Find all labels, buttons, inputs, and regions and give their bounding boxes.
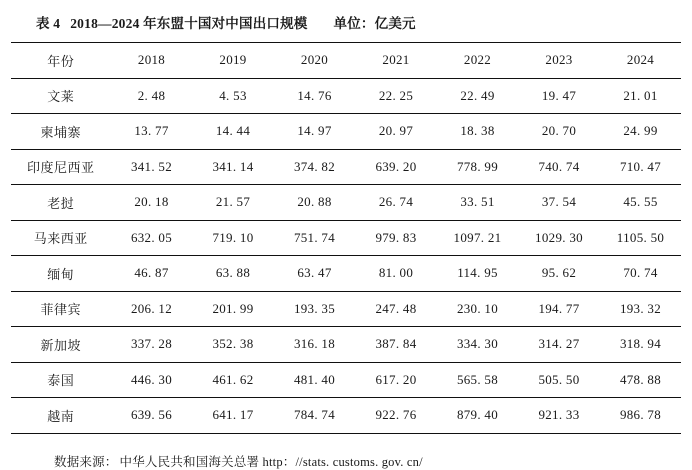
cell-brunei-2020: 14. 76 <box>274 78 356 114</box>
cell-vietnam-2024: 986. 78 <box>600 398 682 434</box>
column-header-2024: 2024 <box>600 43 682 79</box>
cell-indonesia-2021: 639. 20 <box>355 149 437 185</box>
row-label-indonesia: 印度尼西亚 <box>11 149 111 185</box>
cell-brunei-2023: 19. 47 <box>518 78 600 114</box>
cell-cambodia-2021: 20. 97 <box>355 114 437 150</box>
cell-singapore-2018: 337. 28 <box>111 327 193 363</box>
column-header-year: 年份 <box>11 43 111 79</box>
cell-myanmar-2021: 81. 00 <box>355 256 437 292</box>
cell-laos-2021: 26. 74 <box>355 185 437 221</box>
row-label-vietnam: 越南 <box>11 398 111 434</box>
cell-laos-2022: 33. 51 <box>437 185 519 221</box>
cell-myanmar-2024: 70. 74 <box>600 256 682 292</box>
row-label-cambodia: 柬埔寨 <box>11 114 111 150</box>
column-header-2022: 2022 <box>437 43 519 79</box>
table-header <box>11 43 682 79</box>
cell-brunei-2019: 4. 53 <box>192 78 274 114</box>
table-row <box>11 398 682 434</box>
cell-singapore-2021: 387. 84 <box>355 327 437 363</box>
row-label-malaysia: 马来西亚 <box>11 220 111 256</box>
cell-laos-2023: 37. 54 <box>518 185 600 221</box>
cell-laos-2018: 20. 18 <box>111 185 193 221</box>
column-header-2023: 2023 <box>518 43 600 79</box>
cell-thailand-2023: 505. 50 <box>518 362 600 398</box>
column-header-2020: 2020 <box>274 43 356 79</box>
table-row <box>11 185 682 221</box>
row-label-thailand: 泰国 <box>11 362 111 398</box>
source-note <box>0 434 692 470</box>
row-label-brunei: 文莱 <box>11 78 111 114</box>
cell-laos-2019: 21. 57 <box>192 185 274 221</box>
table-row <box>11 362 682 398</box>
row-label-singapore: 新加坡 <box>11 327 111 363</box>
cell-thailand-2022: 565. 58 <box>437 362 519 398</box>
cell-cambodia-2023: 20. 70 <box>518 114 600 150</box>
column-header-2018: 2018 <box>111 43 193 79</box>
cell-thailand-2018: 446. 30 <box>111 362 193 398</box>
cell-brunei-2024: 21. 01 <box>600 78 682 114</box>
cell-myanmar-2018: 46. 87 <box>111 256 193 292</box>
cell-singapore-2024: 318. 94 <box>600 327 682 363</box>
cell-brunei-2021: 22. 25 <box>355 78 437 114</box>
cell-myanmar-2023: 95. 62 <box>518 256 600 292</box>
table-row <box>11 327 682 363</box>
cell-singapore-2019: 352. 38 <box>192 327 274 363</box>
cell-myanmar-2022: 114. 95 <box>437 256 519 292</box>
cell-vietnam-2018: 639. 56 <box>111 398 193 434</box>
cell-indonesia-2022: 778. 99 <box>437 149 519 185</box>
table-header-row <box>11 43 682 79</box>
row-label-laos: 老挝 <box>11 185 111 221</box>
cell-indonesia-2023: 740. 74 <box>518 149 600 185</box>
source-note-text: 中华人民共和国海关总署 http：//stats. customs. gov. cn/ <box>119 454 423 469</box>
cell-thailand-2021: 617. 20 <box>355 362 437 398</box>
cell-philippines-2018: 206. 12 <box>111 291 193 327</box>
cell-cambodia-2018: 13. 77 <box>111 114 193 150</box>
cell-vietnam-2021: 922. 76 <box>355 398 437 434</box>
cell-laos-2024: 45. 55 <box>600 185 682 221</box>
cell-singapore-2020: 316. 18 <box>274 327 356 363</box>
cell-malaysia-2023: 1029. 30 <box>518 220 600 256</box>
cell-indonesia-2019: 341. 14 <box>192 149 274 185</box>
cell-malaysia-2021: 979. 83 <box>355 220 437 256</box>
source-note-label: 数据来源： <box>54 454 118 469</box>
cell-singapore-2022: 334. 30 <box>437 327 519 363</box>
cell-vietnam-2023: 921. 33 <box>518 398 600 434</box>
cell-malaysia-2024: 1105. 50 <box>600 220 682 256</box>
cell-malaysia-2018: 632. 05 <box>111 220 193 256</box>
cell-philippines-2019: 201. 99 <box>192 291 274 327</box>
export-scale-table <box>11 42 682 434</box>
cell-philippines-2020: 193. 35 <box>274 291 356 327</box>
table-row <box>11 114 682 150</box>
table-body <box>11 78 682 433</box>
cell-vietnam-2022: 879. 40 <box>437 398 519 434</box>
cell-thailand-2020: 481. 40 <box>274 362 356 398</box>
cell-thailand-2024: 478. 88 <box>600 362 682 398</box>
column-header-2021: 2021 <box>355 43 437 79</box>
cell-brunei-2018: 2. 48 <box>111 78 193 114</box>
table-row <box>11 220 682 256</box>
cell-malaysia-2020: 751. 74 <box>274 220 356 256</box>
cell-laos-2020: 20. 88 <box>274 185 356 221</box>
table-row <box>11 291 682 327</box>
cell-vietnam-2019: 641. 17 <box>192 398 274 434</box>
cell-philippines-2022: 230. 10 <box>437 291 519 327</box>
cell-indonesia-2024: 710. 47 <box>600 149 682 185</box>
cell-brunei-2022: 22. 49 <box>437 78 519 114</box>
cell-philippines-2024: 193. 32 <box>600 291 682 327</box>
cell-cambodia-2024: 24. 99 <box>600 114 682 150</box>
cell-myanmar-2020: 63. 47 <box>274 256 356 292</box>
table-row <box>11 149 682 185</box>
cell-singapore-2023: 314. 27 <box>518 327 600 363</box>
table-caption <box>0 0 692 42</box>
cell-malaysia-2019: 719. 10 <box>192 220 274 256</box>
cell-malaysia-2022: 1097. 21 <box>437 220 519 256</box>
cell-thailand-2019: 461. 62 <box>192 362 274 398</box>
cell-indonesia-2020: 374. 82 <box>274 149 356 185</box>
row-label-myanmar: 缅甸 <box>11 256 111 292</box>
table-caption-label: 表 4 <box>36 16 61 31</box>
cell-philippines-2023: 194. 77 <box>518 291 600 327</box>
cell-cambodia-2022: 18. 38 <box>437 114 519 150</box>
table-caption-title: 2018—2024 年东盟十国对中国出口规模 <box>70 16 308 31</box>
table-row <box>11 256 682 292</box>
cell-myanmar-2019: 63. 88 <box>192 256 274 292</box>
table-row <box>11 78 682 114</box>
cell-cambodia-2020: 14. 97 <box>274 114 356 150</box>
table-caption-unit: 单位：亿美元 <box>333 16 416 31</box>
row-label-philippines: 菲律宾 <box>11 291 111 327</box>
cell-philippines-2021: 247. 48 <box>355 291 437 327</box>
column-header-2019: 2019 <box>192 43 274 79</box>
cell-vietnam-2020: 784. 74 <box>274 398 356 434</box>
cell-cambodia-2019: 14. 44 <box>192 114 274 150</box>
cell-indonesia-2018: 341. 52 <box>111 149 193 185</box>
